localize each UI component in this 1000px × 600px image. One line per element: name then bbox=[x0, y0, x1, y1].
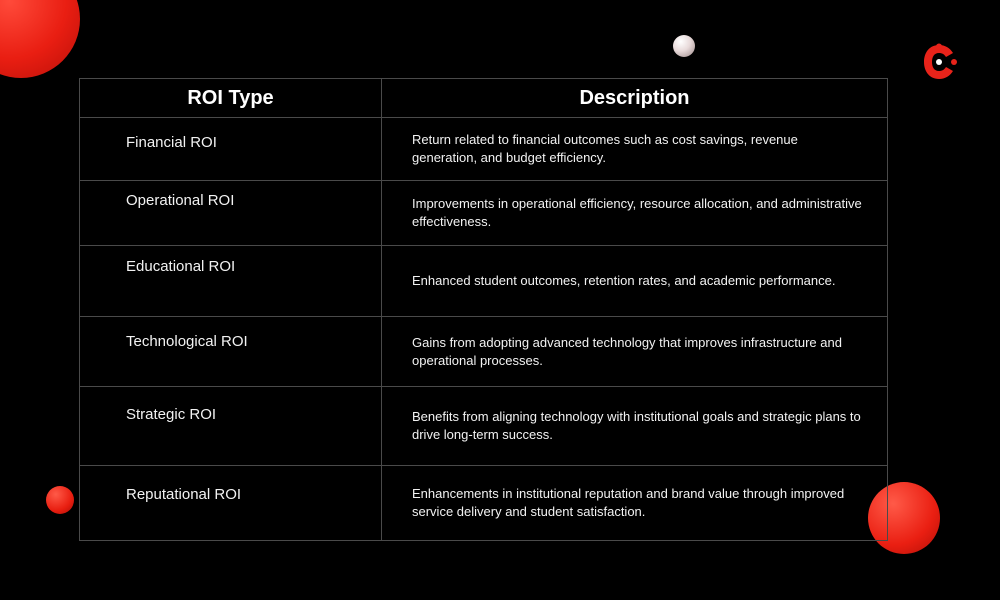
decorative-red-orb-small-left bbox=[46, 486, 74, 514]
roi-type-cell: Financial ROI bbox=[80, 118, 382, 181]
table-header-row bbox=[80, 79, 888, 118]
decorative-pearl-orb bbox=[673, 35, 695, 57]
roi-type-cell: Strategic ROI bbox=[80, 387, 382, 466]
table-row bbox=[80, 246, 888, 317]
table-row bbox=[80, 387, 888, 466]
header-description: Description bbox=[382, 79, 888, 118]
header-roi-type: ROI Type bbox=[80, 79, 382, 118]
description-cell: Improvements in operational efficiency, resource allocation, and administrative effectiveness. bbox=[382, 181, 888, 246]
table-row bbox=[80, 181, 888, 246]
roi-table bbox=[79, 78, 888, 541]
decorative-red-orb-top-left bbox=[0, 0, 80, 78]
description-cell: Enhanced student outcomes, retention rates, and academic performance. bbox=[382, 246, 888, 317]
description-cell: Benefits from aligning technology with institutional goals and strategic plans to drive long-term success. bbox=[382, 387, 888, 466]
roi-type-cell: Technological ROI bbox=[80, 317, 382, 387]
roi-type-cell: Operational ROI bbox=[80, 181, 382, 246]
brand-logo-icon bbox=[921, 43, 957, 81]
table-row bbox=[80, 317, 888, 387]
table-row bbox=[80, 118, 888, 181]
description-cell: Gains from adopting advanced technology that improves infrastructure and operational processes. bbox=[382, 317, 888, 387]
table-row bbox=[80, 466, 888, 541]
description-cell: Return related to financial outcomes such as cost savings, revenue generation, and budget efficiency. bbox=[382, 118, 888, 181]
roi-type-cell: Educational ROI bbox=[80, 246, 382, 317]
roi-type-cell: Reputational ROI bbox=[80, 466, 382, 541]
description-cell: Enhancements in institutional reputation and brand value through improved service delivery and student satisfaction. bbox=[382, 466, 888, 541]
